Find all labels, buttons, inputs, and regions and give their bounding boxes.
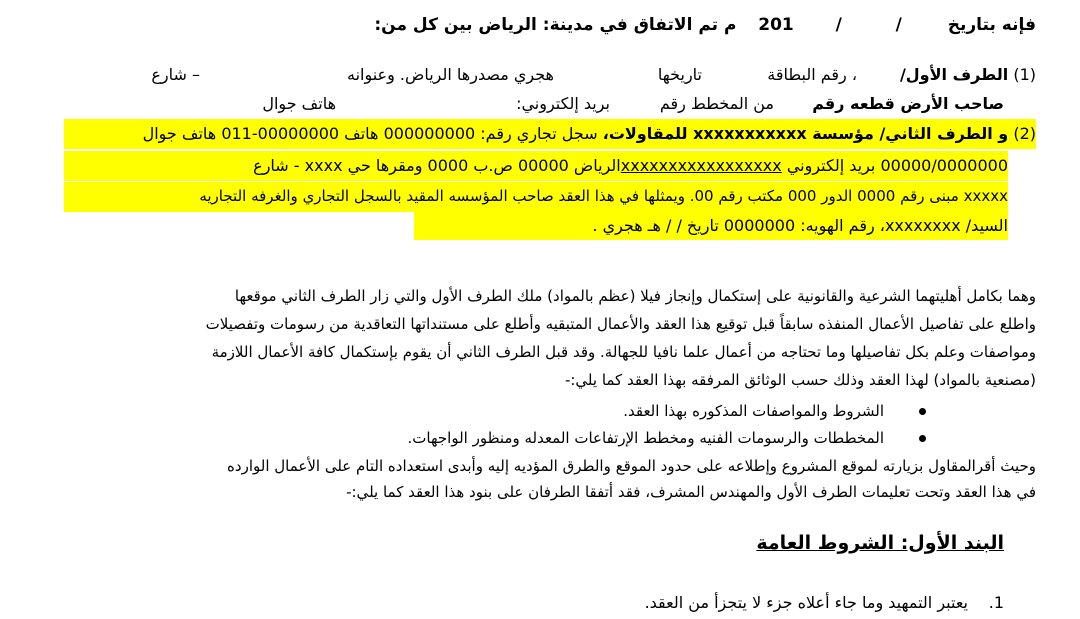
header-rest: م تم الاتفاق في مدينة: الرياض بين كل من:	[374, 15, 737, 35]
bullet-dot-2	[919, 435, 926, 442]
bullet-dot-1	[919, 408, 926, 415]
section-1-title: البند الأول: الشروط العامة	[756, 532, 1004, 554]
body-p1-line-2: واطلع على تفاصيل الأعمال المنفذه سابقاً قبل توقيع هذا العقد والأعمال المتبقيه وأطلع على مستنداتها التعاقدية من رسومات وتفصيلات	[205, 315, 1036, 333]
party2-number: (2)	[1013, 124, 1036, 143]
bullet-item-2: المخططات والرسومات الفنيه ومخطط الإرتفاعات المعدله ومنظور الواجهات.	[407, 429, 884, 447]
party2-title: و الطرف الثاني/ مؤسسة xxxxxxxxxxx للمقاولات،	[602, 124, 1009, 143]
party2-line-4: السيد/ xxxxxxxx، رقم الهويه: 0000000 تاريخ / / هـ هجري .	[592, 216, 1008, 235]
header-slash-1: /	[895, 15, 902, 35]
header-prefix: فإنه بتاريخ	[947, 15, 1036, 35]
body-p1-line-1: وهما بكامل أهليتهما الشرعية والقانونية على إستكمال وإنجاز فيلا (عظم بالمواد) ملك الطرف الأول والتي زار الطرف الثاني موقعها	[234, 287, 1036, 305]
party1-mobile: هاتف جوال	[262, 94, 336, 113]
party1-title: الطرف الأول/	[899, 65, 1009, 84]
party2-email-value: xxxxxxxxxxxxxxxxx	[620, 156, 782, 175]
party1-date-label: تاريخها	[657, 65, 702, 84]
section-1-item-number: 1.	[988, 593, 1004, 612]
party2-line-3: xxxxx مبنى رقم 0000 الدور 000 مكتب رقم 00. ويمثلها في هذا العقد صاحب المؤسسه المقيد بالسجل التجاري والغرفه التجاريه	[199, 187, 1008, 205]
body-p2-line-1: وحيث أقرالمقاول بزيارته لموقع المشروع وإطلاعه على حدود الموقع والطرق المؤديه إليه وأبدى استعداده التام على الأعمال الوارده	[227, 457, 1036, 475]
party1-plan: من المخطط رقم	[659, 94, 774, 113]
party2-line-1	[143, 123, 1036, 145]
header-line	[374, 14, 1036, 36]
header-slash-2: /	[835, 15, 842, 35]
party1-number: (1)	[1013, 65, 1036, 84]
section-1-item-1: يعتبر التمهيد وما جاء أعلاه جزء لا يتجزأ من العقد.	[644, 593, 968, 612]
party2-line-2	[253, 155, 1008, 177]
party2-line-2-b: الرياض 00000 ص.ب 0000 ومقرها حي xxxx - شارع	[253, 156, 621, 175]
body-p1-line-3: ومواصفات وعلم بكل تفاصيلها وما تحتاجه من أعمال علما نافيا للجهالة. وقد قبل الطرف الثاني أن يقوم بإستكمال كافة الأعمال اللازمة	[211, 343, 1036, 361]
party1-email: بريد إلكتروني:	[516, 94, 610, 113]
body-p1-line-4: (مصنعية بالمواد) لهذا العقد وذلك حسب الوثائق المرفقه بهذا العقد كما يلي:-	[564, 371, 1036, 389]
bullet-item-1: الشروط والمواصفات المذكوره بهذا العقد.	[623, 402, 884, 420]
party2-line-1-rest: سجل تجاري رقم: 000000000 هاتف 00000000-011 هاتف جوال	[142, 124, 598, 143]
party1-issued: هجري مصدرها الرياض. وعنوانه	[346, 65, 554, 84]
party2-line-2-a: 00000/0000000 بريد إلكتروني	[786, 156, 1008, 175]
header-year: 201	[758, 15, 794, 35]
party1-owner: صاحب الأرض قطعه رقم	[812, 94, 1004, 113]
party1-line-1	[116, 64, 1036, 86]
party1-street: – شارع	[151, 65, 200, 84]
party1-id-label: ، رقم البطاقة	[767, 65, 857, 84]
body-p2-line-2: في هذا العقد وتحت تعليمات الطرف الأول والمهندس المشرف، فقد أتفقا الطرفان على بنود هذا العقد كما يلي:-	[346, 483, 1036, 501]
